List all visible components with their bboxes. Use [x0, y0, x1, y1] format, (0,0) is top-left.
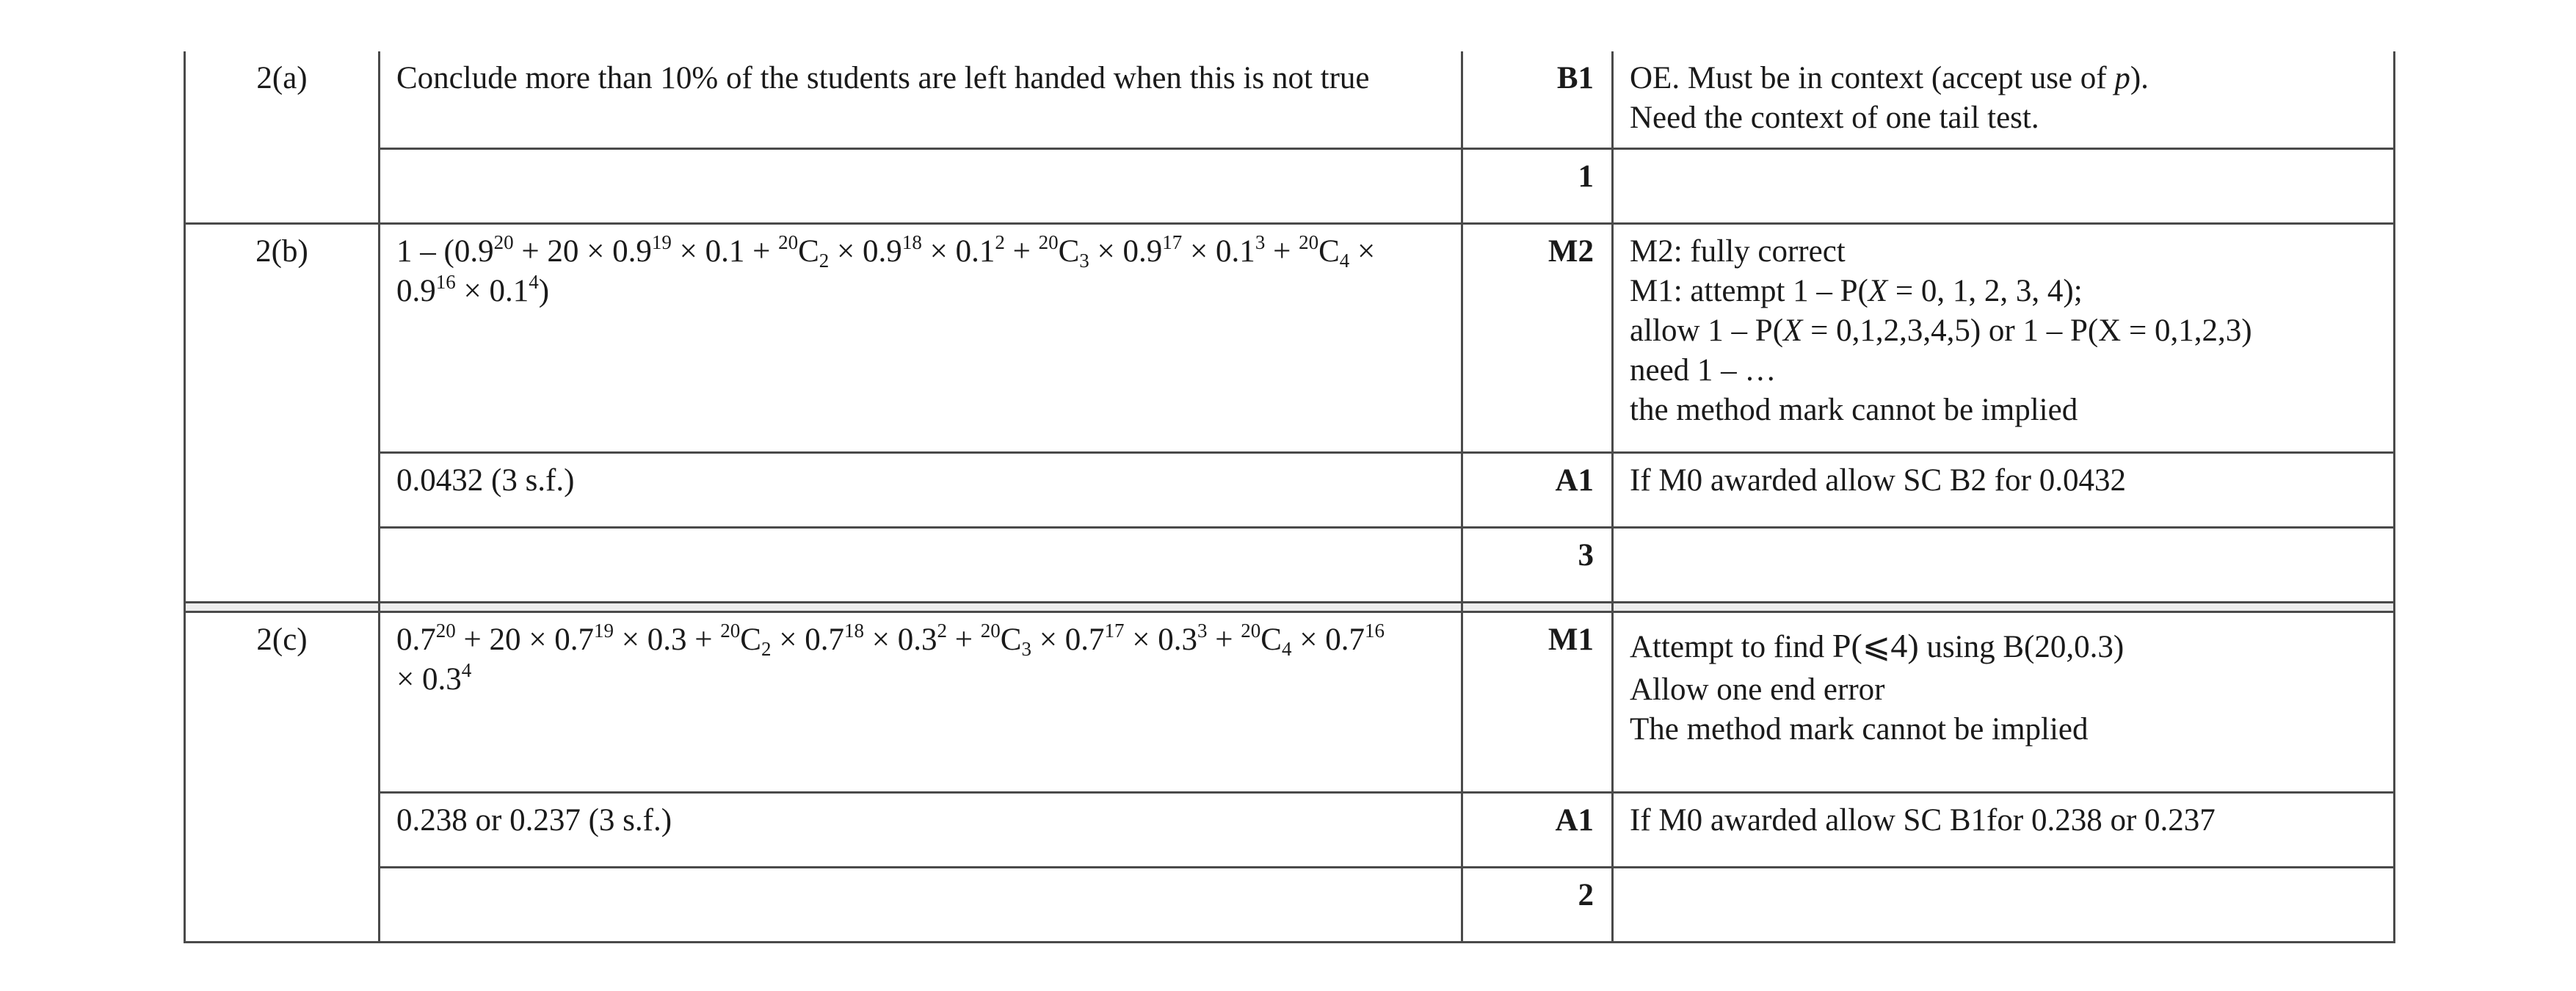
guidance-2c-method [1613, 611, 2395, 792]
guidance-2c-line-1: Attempt to find P(⩽4) using B(20,0.3) [1630, 626, 2125, 664]
guidance-2b-line-2: M1: attempt 1 – P(X = 0, 1, 2, 3, 4); [1630, 273, 2083, 308]
mark-2b-method: M2 [1462, 223, 1613, 452]
row-2b-total [185, 527, 2395, 602]
question-number-2b: 2(b) [185, 223, 380, 602]
guidance-2a-line-1: OE. Must be in context (accept use of p). [1630, 61, 2149, 95]
answer-2b-value: 0.0432 (3 s.f.) [380, 452, 1462, 527]
row-2b-method [185, 223, 2395, 452]
total-2b: 3 [1462, 527, 1613, 602]
row-2a-total [185, 148, 2395, 223]
answer-2c-expression: $0.7^{20} + 20 \times 0.7^{19} \times 0.3 + ^{20}C_2 \times 0.7^{18} \times 0.3^2 + ^{20}C_3 \times 0.7^{17} \times 0.3^3 + ^{20}C_4 \times 0.7^{16}$ × $0.3^4$ [380, 611, 1462, 792]
total-2a: 1 [1462, 148, 1613, 223]
guidance-2b-line-3: allow 1 – P(X = 0,1,2,3,4,5) or 1 – P(X = 0,1,2,3) [1630, 313, 2252, 348]
guidance-2b-method [1613, 223, 2395, 452]
guidance-2c-line-2: Allow one end error [1630, 672, 1885, 707]
answer-2a-blank [380, 148, 1462, 223]
mark-scheme-table-wrapper [184, 51, 2393, 943]
guidance-2b-line-4: need 1 – … [1630, 352, 1777, 388]
row-2c-total [185, 867, 2395, 942]
answer-2c-blank [380, 867, 1462, 942]
row-2c-accuracy [185, 792, 2395, 867]
guidance-2a-line-2: Need the context of one tail test. [1630, 101, 2039, 135]
answer-2c-value: 0.238 or 0.237 (3 s.f.) [380, 792, 1462, 867]
mark-2c-accuracy: A1 [1462, 792, 1613, 867]
guidance-2c-blank [1613, 867, 2395, 942]
section-separator [185, 602, 2395, 611]
row-2c-method [185, 611, 2395, 792]
guidance-2b-accuracy: If M0 awarded allow SC B2 for 0.0432 [1613, 452, 2395, 527]
mark-scheme-table [184, 51, 2395, 943]
row-2a-answer [185, 51, 2395, 148]
guidance-2a [1613, 51, 2395, 148]
row-2b-accuracy [185, 452, 2395, 527]
guidance-2a-blank [1613, 148, 2395, 223]
mark-2b-accuracy: A1 [1462, 452, 1613, 527]
guidance-2b-blank [1613, 527, 2395, 602]
total-2c: 2 [1462, 867, 1613, 942]
question-number-2c: 2(c) [185, 611, 380, 942]
answer-2a: Conclude more than 10% of the students are left handed when this is not true [380, 51, 1462, 148]
answer-2b-expression: $1 - (0.9^{20} + 20 \times 0.9^{19} \times 0.1 + ^{20}C_2 \times 0.9^{18} \times 0.1^2 + ^{20}C_3 \times 0.9^{17} \times 0.1^3 + ^{20}C_4$ × $0.9^{16} \times 0.1^4$) [380, 223, 1462, 452]
guidance-2c-line-3: The method mark cannot be implied [1630, 711, 2089, 747]
mark-2a: B1 [1462, 51, 1613, 148]
question-number-2a: 2(a) [185, 51, 380, 223]
guidance-2b-line-5: the method mark cannot be implied [1630, 392, 2078, 427]
guidance-2c-accuracy: If M0 awarded allow SC B1for 0.238 or 0.237 [1613, 792, 2395, 867]
answer-2b-blank [380, 527, 1462, 602]
mark-2c-method: M1 [1462, 611, 1613, 792]
guidance-2b-line-1: M2: fully correct [1630, 233, 1846, 269]
